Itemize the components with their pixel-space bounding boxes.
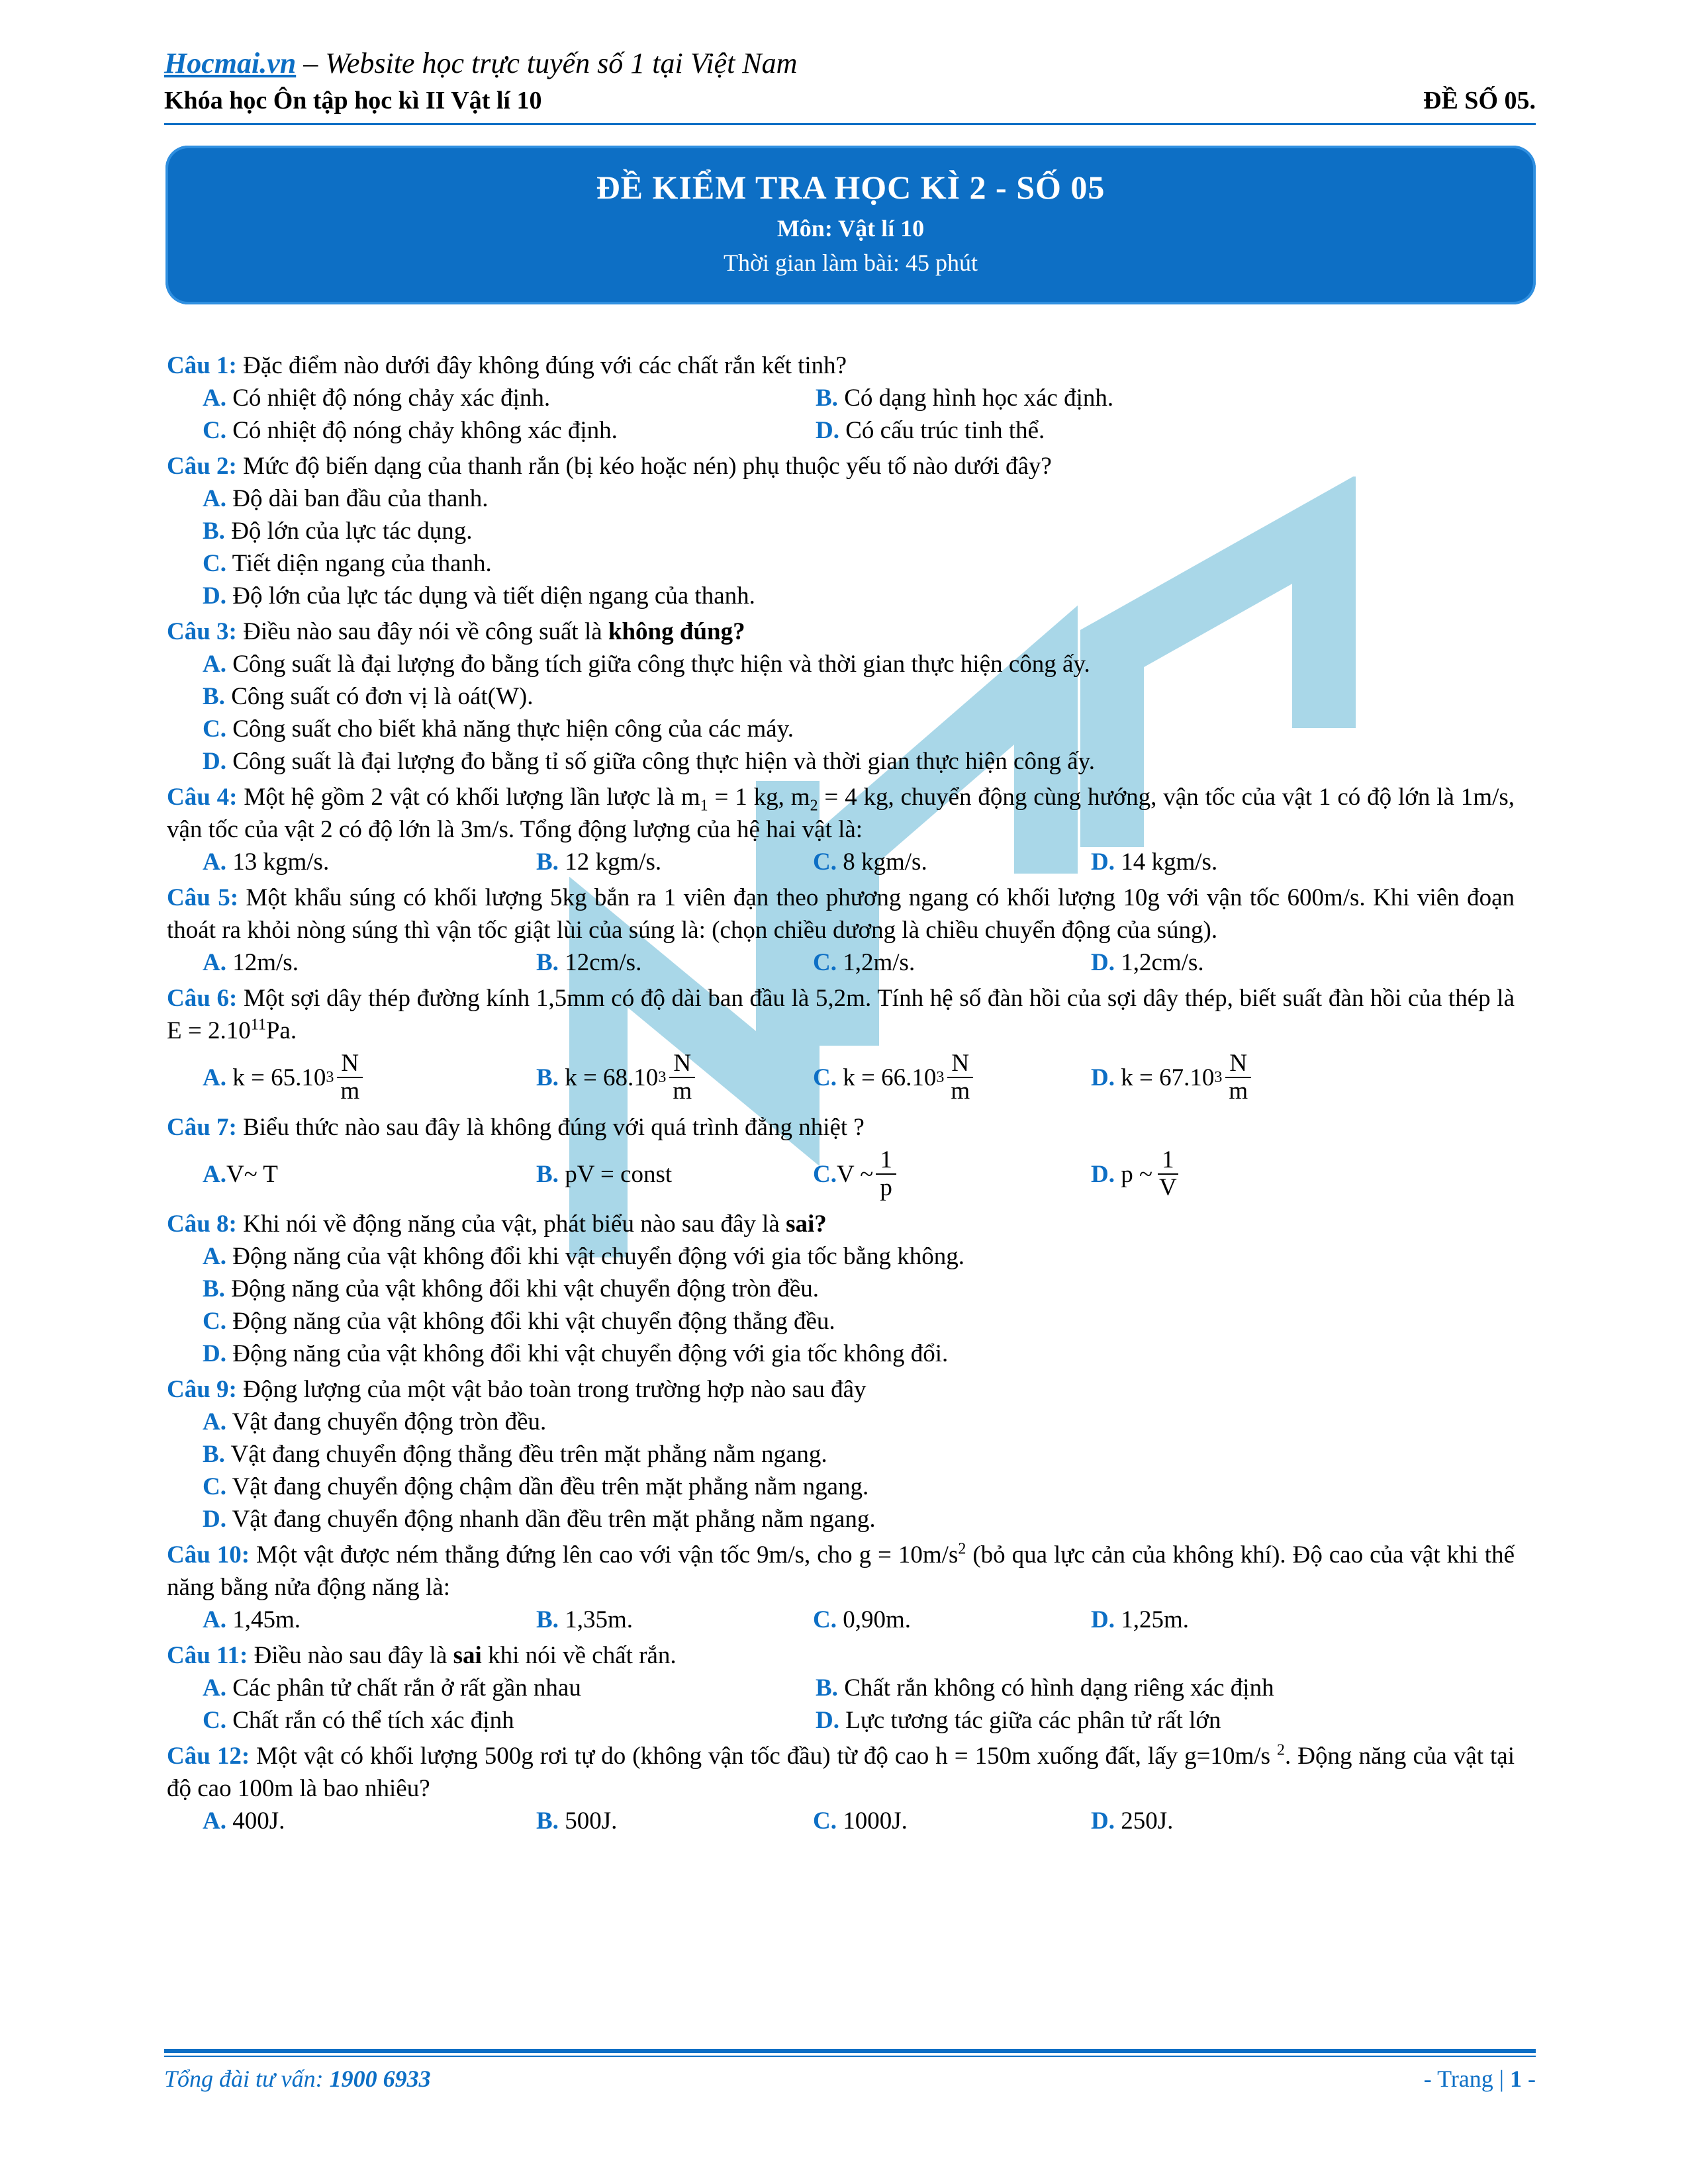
option-text: pV = const xyxy=(565,1160,673,1188)
option-letter: A. xyxy=(203,1160,226,1188)
question-5-option-a[interactable] xyxy=(203,946,536,979)
question-8-option-d[interactable] xyxy=(203,1338,1515,1370)
option-text: 1,2m/s. xyxy=(836,949,915,976)
option-text: 1000J. xyxy=(836,1807,908,1835)
header-divider xyxy=(164,123,1536,125)
question-10-stem xyxy=(167,1539,1515,1604)
question-4-option-b[interactable] xyxy=(536,846,813,878)
question-9-label: Câu 9: xyxy=(167,1376,237,1403)
question-5-option-c[interactable] xyxy=(813,946,1091,979)
fraction-numerator: N xyxy=(1225,1050,1251,1078)
question-12-label: Câu 12: xyxy=(167,1743,250,1770)
question-10-option-c[interactable] xyxy=(813,1604,1091,1636)
question-7-option-d[interactable] xyxy=(1091,1144,1515,1205)
option-text: 12cm/s. xyxy=(558,949,642,976)
footer-divider-thin xyxy=(164,2056,1536,2057)
question-4-option-c[interactable] xyxy=(813,846,1091,878)
question-6-option-c[interactable]: C. k = 66.10 3 $\frac{N}{m}$ xyxy=(813,1047,1091,1108)
question-1-label: Câu 1: xyxy=(167,352,237,379)
fraction-denominator: m xyxy=(340,1077,360,1105)
option-letter: B. xyxy=(536,949,559,976)
fraction-denominator: m xyxy=(1229,1077,1248,1105)
question-4-text: = 1 kg, m xyxy=(708,784,810,811)
option-letter: B. xyxy=(203,1275,225,1302)
question-1-stem xyxy=(167,349,1515,382)
option-text: Động năng của vật không đổi khi vật chuyển động tròn đều. xyxy=(224,1275,820,1302)
option-letter: C. xyxy=(813,1807,837,1835)
question-11-emphasis: sai xyxy=(453,1642,482,1669)
question-7-options xyxy=(167,1144,1515,1205)
option-letter: C. xyxy=(203,417,226,444)
question-8-emphasis: sai? xyxy=(786,1210,827,1238)
question-11-option-b[interactable] xyxy=(816,1672,1515,1704)
option-letter: A. xyxy=(203,949,226,976)
option-letter: D. xyxy=(203,748,226,775)
question-5-options xyxy=(167,946,1515,979)
page-prefix: - Trang | xyxy=(1423,2066,1510,2092)
question-5 xyxy=(167,882,1515,979)
option-letter: B. xyxy=(536,1160,559,1188)
exam-duration: Thời gian làm bài: 45 phút xyxy=(724,250,978,276)
question-4-stem xyxy=(167,781,1515,846)
option-text: Có dạng hình học xác định. xyxy=(837,385,1114,412)
option-text: Động năng của vật không đổi khi vật chuyển động với gia tốc không đổi. xyxy=(226,1340,949,1367)
question-9-option-a[interactable] xyxy=(203,1406,1515,1438)
question-11-stem xyxy=(167,1639,1515,1672)
option-text: V ~ xyxy=(836,1160,874,1188)
question-2-label: Câu 2: xyxy=(167,453,237,480)
question-7-option-a[interactable] xyxy=(203,1144,536,1205)
option-letter: C. xyxy=(203,1473,226,1500)
option-text: Công suất cho biết khả năng thực hiện công của các máy. xyxy=(226,715,794,743)
option-letter: A. xyxy=(203,1243,226,1270)
footer-divider-thick xyxy=(164,2049,1536,2053)
question-2-text: Mức độ biến dạng của thanh rắn (bị kéo hoặc nén) phụ thuộc yếu tố nào dưới đây? xyxy=(236,453,1052,480)
question-2-options xyxy=(167,482,1515,612)
option-text: 12m/s. xyxy=(226,949,299,976)
course-title: Khóa học Ôn tập học kì II Vật lí 10 xyxy=(164,87,542,114)
option-text: k = 68.10 xyxy=(565,1064,659,1091)
fraction-numerator: N xyxy=(337,1050,363,1078)
question-9-text: Động lượng của một vật bảo toàn trong trường hợp nào sau đây xyxy=(236,1376,867,1403)
question-6-stem xyxy=(167,982,1515,1047)
question-10-options xyxy=(167,1604,1515,1636)
question-8 xyxy=(167,1208,1515,1370)
option-letter: C. xyxy=(813,949,837,976)
option-letter: B. xyxy=(536,848,559,876)
question-list xyxy=(167,349,1515,1841)
question-1-options xyxy=(167,382,1515,447)
question-6-text: Pa. xyxy=(265,1017,297,1044)
question-11 xyxy=(167,1639,1515,1737)
fraction-numerator: 1 xyxy=(1158,1147,1178,1175)
option-letter: D. xyxy=(203,1506,226,1533)
question-8-option-c[interactable] xyxy=(203,1305,1515,1338)
question-3-label: Câu 3: xyxy=(167,618,237,645)
option-letter: D. xyxy=(1091,1807,1115,1835)
option-text: 1,45m. xyxy=(226,1606,301,1633)
option-text: k = 66.10 xyxy=(843,1064,937,1091)
superscript: 11 xyxy=(250,1016,266,1034)
option-letter: A. xyxy=(203,1674,226,1702)
superscript: 2 xyxy=(1277,1741,1285,1759)
question-12-text: Một vật có khối lượng 500g rơi tự do (không vận tốc đầu) từ độ cao h = 150m xuống đất, lấy g=10m/s xyxy=(250,1743,1277,1770)
question-10 xyxy=(167,1539,1515,1636)
question-9-option-b[interactable] xyxy=(203,1438,1515,1471)
question-4-options xyxy=(167,846,1515,878)
question-12-option-b[interactable] xyxy=(536,1805,813,1837)
superscript: 2 xyxy=(958,1540,966,1558)
option-text: 0,90m. xyxy=(836,1606,912,1633)
unit-fraction xyxy=(1225,1050,1252,1105)
unit-fraction xyxy=(669,1050,696,1105)
question-12 xyxy=(167,1740,1515,1837)
option-text: k = 65.10 xyxy=(232,1064,326,1091)
question-5-text: Một khẩu súng có khối lượng 5kg bắn ra 1 viên đạn theo phương ngang có khối lượng 10g với vận tốc 600m/s. Khi viên đoạn thoát ra khỏi nòng súng thì vận tốc giật lùi của súng là: (chọn chiều dương là chiều chuyển động của súng). xyxy=(167,884,1515,944)
option-text: Các phân tử chất rắn ở rất gần nhau xyxy=(226,1674,581,1702)
question-4-text: Một hệ gồm 2 vật có khối lượng lần lược là m xyxy=(237,784,700,811)
question-12-option-a[interactable] xyxy=(203,1805,536,1837)
question-3-stem xyxy=(167,615,1515,648)
question-1-option-c[interactable] xyxy=(203,414,816,447)
question-3-options xyxy=(167,648,1515,778)
question-6-label: Câu 6: xyxy=(167,985,238,1012)
question-10-label: Câu 10: xyxy=(167,1541,250,1569)
option-letter: D. xyxy=(1091,1606,1115,1633)
question-6-option-d[interactable]: D. k = 67.10 3 $\frac{N}{m}$ xyxy=(1091,1047,1515,1108)
question-2-option-a[interactable] xyxy=(203,482,1515,515)
question-2 xyxy=(167,450,1515,612)
question-9-stem xyxy=(167,1373,1515,1406)
question-8-label: Câu 8: xyxy=(167,1210,237,1238)
option-letter: B. xyxy=(536,1807,559,1835)
option-text: k = 67.10 xyxy=(1121,1064,1215,1091)
question-6-option-b[interactable]: B. k = 68.10 3 $\frac{N}{m}$ xyxy=(536,1047,813,1108)
question-5-option-d[interactable] xyxy=(1091,946,1515,979)
question-8-stem xyxy=(167,1208,1515,1240)
exam-code: ĐỀ SỐ 05. xyxy=(1423,87,1536,114)
question-2-option-d[interactable] xyxy=(203,580,1515,612)
option-letter: D. xyxy=(1091,949,1115,976)
fraction-denominator: V xyxy=(1159,1174,1177,1201)
subscript: 2 xyxy=(810,797,818,815)
reciprocal-fraction xyxy=(1155,1147,1181,1201)
option-letter: B. xyxy=(203,518,225,545)
option-letter: A. xyxy=(203,651,226,678)
question-11-option-c[interactable] xyxy=(203,1704,816,1737)
option-text: Có nhiệt độ nóng chảy không xác định. xyxy=(226,417,618,444)
option-letter: B. xyxy=(536,1064,559,1091)
option-letter: C. xyxy=(203,1707,226,1734)
question-4-text: = 4 kg, chuyển động cùng hướng, vận tốc của vật 1 có độ lớn là 1m/s, vận tốc của vật 2 có độ lớn là 3m/s. Tổng động lượng của hệ hai vật là: xyxy=(167,784,1515,843)
option-letter: D. xyxy=(1091,1160,1115,1188)
hotline-label: Tổng đài tư vấn: xyxy=(164,2066,330,2092)
question-4-label: Câu 4: xyxy=(167,784,238,811)
option-text: Công suất là đại lượng đo bằng tích giữa công thực hiện và thời gian thực hiện công ấy. xyxy=(226,651,1090,678)
option-text: Có cấu trúc tinh thể. xyxy=(839,417,1045,444)
question-3-emphasis: không đúng? xyxy=(608,618,745,645)
question-7-option-c[interactable] xyxy=(813,1144,1091,1205)
subscript: 1 xyxy=(700,797,708,815)
question-7-label: Câu 7: xyxy=(167,1114,237,1141)
question-8-options xyxy=(167,1240,1515,1370)
option-letter: C. xyxy=(813,1606,837,1633)
option-letter: B. xyxy=(203,1441,225,1468)
question-1 xyxy=(167,349,1515,447)
option-text: Chất rắn không có hình dạng riêng xác định xyxy=(837,1674,1274,1702)
option-letter: B. xyxy=(816,1674,838,1702)
question-6-options xyxy=(167,1047,1515,1108)
option-letter: C. xyxy=(203,715,226,743)
option-text: Công suất có đơn vị là oát(W). xyxy=(224,683,534,710)
question-11-options xyxy=(167,1672,1515,1737)
question-11-text: Điều nào sau đây là xyxy=(248,1642,453,1669)
option-letter: C. xyxy=(813,1160,837,1188)
exam-title: ĐỀ KIỂM TRA HỌC KÌ 2 - SỐ 05 xyxy=(596,169,1105,206)
page-number-value: 1 xyxy=(1510,2066,1522,2092)
option-letter: A. xyxy=(203,1807,226,1835)
fraction-denominator: p xyxy=(880,1174,892,1201)
option-text: Công suất là đại lượng đo bằng tỉ số giữa công thực hiện và thời gian thực hiện công ấy. xyxy=(226,748,1095,775)
option-text: Động năng của vật không đổi khi vật chuyển động thẳng đều. xyxy=(226,1308,835,1335)
option-text: p ~ xyxy=(1121,1160,1153,1188)
option-text: Độ lớn của lực tác dụng và tiết diện ngang của thanh. xyxy=(226,582,755,610)
question-1-option-a[interactable] xyxy=(203,382,816,414)
question-1-option-b[interactable] xyxy=(816,382,1515,414)
question-8-option-b[interactable] xyxy=(203,1273,1515,1305)
question-10-text: (bỏ qua lực cản của không khí). Độ cao của vật khi thế năng bằng nửa động năng là: xyxy=(167,1541,1515,1601)
question-10-option-d[interactable] xyxy=(1091,1604,1515,1636)
option-text: V~ T xyxy=(226,1160,278,1188)
question-3-option-b[interactable] xyxy=(203,680,1515,713)
option-letter: A. xyxy=(203,848,226,876)
question-7-text: Biểu thức nào sau đây là không đúng với quá trình đẳng nhiệt ? xyxy=(236,1114,865,1141)
page-number xyxy=(1424,2065,1536,2093)
question-1-option-d[interactable] xyxy=(816,414,1515,447)
fraction-numerator: N xyxy=(669,1050,695,1078)
exam-title-banner xyxy=(165,146,1536,304)
question-12-option-d[interactable] xyxy=(1091,1805,1515,1837)
question-4-option-d[interactable] xyxy=(1091,846,1515,878)
question-6-text: Một sợi dây thép đường kính 1,5mm có độ dài ban đầu là 5,2m. Tính hệ số đàn hồi của sợi dây thép, biết suất đàn hồi của thép là E = 2.10 xyxy=(167,985,1515,1044)
option-text: Lực tương tác giữa các phân tử rất lớn xyxy=(839,1707,1221,1734)
question-4-option-a[interactable] xyxy=(203,846,536,878)
question-2-option-c[interactable] xyxy=(203,547,1515,580)
option-text: Vật đang chuyển động chậm dần đều trên mặt phẳng nằm ngang. xyxy=(226,1473,869,1500)
option-text: Chất rắn có thể tích xác định xyxy=(226,1707,514,1734)
page-suffix: - xyxy=(1522,2066,1536,2092)
option-text: 1,2cm/s. xyxy=(1114,949,1204,976)
option-letter: C. xyxy=(813,1064,837,1091)
option-letter: B. xyxy=(816,385,838,412)
question-4 xyxy=(167,781,1515,878)
reciprocal-fraction xyxy=(876,1147,896,1201)
question-11-label: Câu 11: xyxy=(167,1642,248,1669)
question-12-option-c[interactable] xyxy=(813,1805,1091,1837)
option-text: 12 kgm/s. xyxy=(558,848,662,876)
option-letter: B. xyxy=(203,683,225,710)
option-text: Có nhiệt độ nóng chảy xác định. xyxy=(226,385,551,412)
question-11-option-d[interactable] xyxy=(816,1704,1515,1737)
footer-hotline xyxy=(164,2065,431,2093)
option-letter: C. xyxy=(813,848,837,876)
question-11-option-a[interactable] xyxy=(203,1672,816,1704)
question-8-option-a[interactable] xyxy=(203,1240,1515,1273)
question-3-option-d[interactable] xyxy=(203,745,1515,778)
question-12-stem xyxy=(167,1740,1515,1805)
option-letter: A. xyxy=(203,1606,226,1633)
option-letter: A. xyxy=(203,1408,226,1435)
option-text: 8 kgm/s. xyxy=(836,848,927,876)
option-text: Động năng của vật không đổi khi vật chuyển động với gia tốc bằng không. xyxy=(226,1243,964,1270)
question-3-text: Điều nào sau đây nói về công suất là xyxy=(236,618,608,645)
question-10-option-a[interactable] xyxy=(203,1604,536,1636)
hotline-number[interactable]: 1900 6933 xyxy=(329,2066,431,2092)
site-home-link[interactable]: Hocmai.vn xyxy=(164,47,297,79)
question-9 xyxy=(167,1373,1515,1535)
question-3-option-c[interactable] xyxy=(203,713,1515,745)
exam-subject: Môn: Vật lí 10 xyxy=(776,215,925,242)
option-letter: D. xyxy=(1091,1064,1115,1091)
site-tagline: – Website học trực tuyến số 1 tại Việt Nam xyxy=(296,47,798,79)
fraction-denominator: m xyxy=(673,1077,692,1105)
question-3 xyxy=(167,615,1515,778)
question-9-option-c[interactable] xyxy=(203,1471,1515,1503)
option-letter: A. xyxy=(203,485,226,512)
question-10-option-b[interactable] xyxy=(536,1604,813,1636)
question-7-stem xyxy=(167,1111,1515,1144)
option-letter: A. xyxy=(203,385,226,412)
option-text: 14 kgm/s. xyxy=(1114,848,1218,876)
site-header-line xyxy=(164,46,797,80)
fraction-numerator: 1 xyxy=(876,1147,896,1175)
option-text: Độ dài ban đầu của thanh. xyxy=(226,485,489,512)
question-5-option-b[interactable] xyxy=(536,946,813,979)
option-letter: D. xyxy=(203,582,226,610)
unit-fraction xyxy=(947,1050,974,1105)
question-8-text: Khi nói về động năng của vật, phát biểu nào sau đây là xyxy=(236,1210,786,1238)
question-7 xyxy=(167,1111,1515,1205)
question-2-stem xyxy=(167,450,1515,482)
question-10-text: Một vật được ném thẳng đứng lên cao với vận tốc 9m/s, cho g = 10m/s xyxy=(250,1541,959,1569)
option-text: Độ lớn của lực tác dụng. xyxy=(224,518,473,545)
option-text: 500J. xyxy=(558,1807,618,1835)
option-letter: D. xyxy=(816,1707,839,1734)
option-text: 1,35m. xyxy=(558,1606,633,1633)
option-text: Vật đang chuyển động nhanh dần đều trên mặt phẳng nằm ngang. xyxy=(226,1506,876,1533)
question-5-stem xyxy=(167,882,1515,946)
option-text: Vật đang chuyển động thẳng đều trên mặt phẳng nằm ngang. xyxy=(224,1441,827,1468)
unit-fraction xyxy=(336,1050,363,1105)
option-text: 13 kgm/s. xyxy=(226,848,330,876)
question-1-text: Đặc điểm nào dưới đây không đúng với các chất rắn kết tinh? xyxy=(236,352,847,379)
option-text: 250J. xyxy=(1114,1807,1174,1835)
fraction-numerator: N xyxy=(947,1050,973,1078)
option-text: Vật đang chuyển động tròn đều. xyxy=(226,1408,547,1435)
question-9-options xyxy=(167,1406,1515,1535)
question-6-option-a[interactable]: A. k = 65.10 3 $\frac{N}{m}$ xyxy=(203,1047,536,1108)
option-letter: D. xyxy=(816,417,839,444)
question-6 xyxy=(167,982,1515,1108)
fraction-denominator: m xyxy=(951,1077,970,1105)
option-text: 1,25m. xyxy=(1114,1606,1190,1633)
option-letter: D. xyxy=(203,1340,226,1367)
question-12-text: . Động năng của vật tại độ cao 100m là bao nhiêu? xyxy=(167,1743,1515,1802)
option-text: 400J. xyxy=(226,1807,285,1835)
question-5-label: Câu 5: xyxy=(167,884,239,911)
option-letter: C. xyxy=(203,1308,226,1335)
question-2-option-b[interactable] xyxy=(203,515,1515,547)
question-9-option-d[interactable] xyxy=(203,1503,1515,1535)
option-letter: D. xyxy=(1091,848,1115,876)
option-letter: C. xyxy=(203,550,226,577)
question-11-text: khi nói về chất rắn. xyxy=(481,1642,677,1669)
option-letter: B. xyxy=(536,1606,559,1633)
option-letter: A. xyxy=(203,1064,226,1091)
question-7-option-b[interactable] xyxy=(536,1144,813,1205)
question-3-option-a[interactable] xyxy=(203,648,1515,680)
question-12-options xyxy=(167,1805,1515,1837)
option-text: Tiết diện ngang của thanh. xyxy=(226,550,492,577)
